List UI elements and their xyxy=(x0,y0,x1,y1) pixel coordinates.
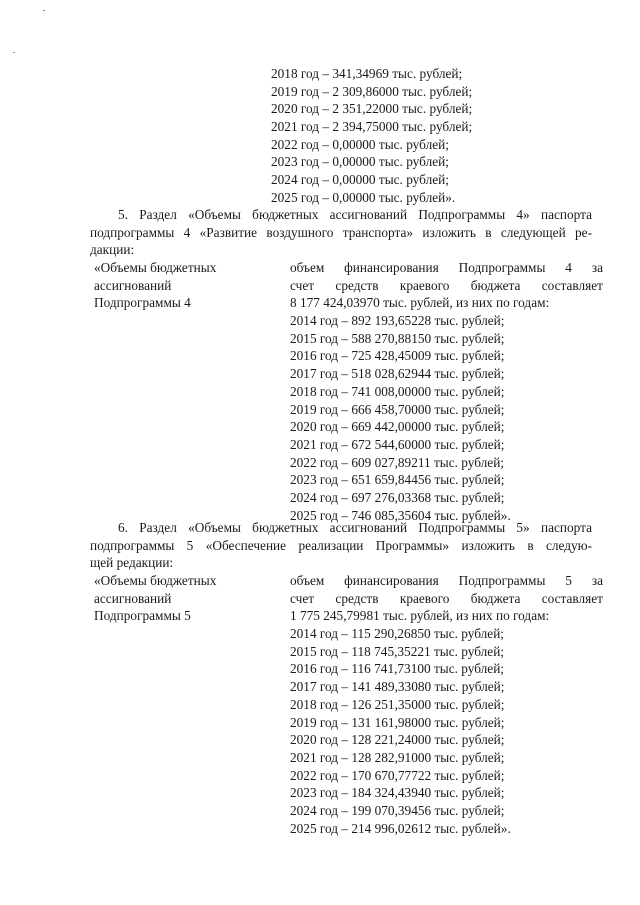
section-6-label xyxy=(94,572,274,625)
scan-speck xyxy=(13,52,15,53)
paragraph-line: 6. Раздел «Объемы бюджетных ассигнований Подпрограммы 5» паспорта xyxy=(118,520,592,535)
list-item: 2025 год – 0,00000 тыс. рублей». xyxy=(271,189,456,205)
list-item: 2022 год – 609 027,89211 тыс. рублей; xyxy=(290,454,505,470)
list-item: 2021 год – 128 282,91000 тыс. рублей; xyxy=(290,749,505,765)
list-item: 2019 год – 131 161,98000 тыс. рублей; xyxy=(290,714,505,730)
list-item: 2023 год – 184 324,43940 тыс. рублей; xyxy=(290,785,505,801)
label-line: ассигнований xyxy=(94,590,172,606)
list-item: 2019 год – 2 309,86000 тыс. рублей; xyxy=(271,83,473,99)
list-item: 2017 год – 518 028,62944 тыс. рублей; xyxy=(290,366,505,382)
list-item: 2019 год – 666 458,70000 тыс. рублей; xyxy=(290,401,505,417)
list-item: 2014 год – 115 290,26850 тыс. рублей; xyxy=(290,626,505,642)
label-line: Подпрограммы 4 xyxy=(94,295,191,311)
paragraph-line: дакции: xyxy=(90,242,135,258)
content-line: 1 775 245,79981 тыс. рублей, из них по годам: xyxy=(290,608,550,624)
list-item: 2016 год – 116 741,73100 тыс. рублей; xyxy=(290,661,505,677)
content-line: счет средств краевого бюджета составляет xyxy=(290,590,603,606)
content-line: объем финансирования Подпрограммы 5 за xyxy=(290,573,603,588)
top-year-list xyxy=(271,65,472,207)
list-item: 2018 год – 341,34969 тыс. рублей; xyxy=(271,66,463,81)
section-6-paragraph xyxy=(90,519,592,572)
list-item: 2020 год – 128 221,24000 тыс. рублей; xyxy=(290,732,505,748)
list-item: 2025 год – 214 996,02612 тыс. рублей». xyxy=(290,820,511,836)
list-item: 2016 год – 725 428,45009 тыс. рублей; xyxy=(290,348,505,364)
label-line: «Объемы бюджетных xyxy=(94,260,217,275)
paragraph-line: щей редакции: xyxy=(90,555,174,571)
section-5-paragraph xyxy=(90,206,592,259)
paragraph-line: 5. Раздел «Объемы бюджетных ассигнований Подпрограммы 4» паспорта xyxy=(118,207,592,222)
content-line: счет средств краевого бюджета составляет xyxy=(290,277,603,293)
list-item: 2024 год – 199 070,39456 тыс. рублей; xyxy=(290,802,505,818)
list-item: 2024 год – 0,00000 тыс. рублей; xyxy=(271,172,449,188)
label-line: «Объемы бюджетных xyxy=(94,573,217,588)
section-5-content xyxy=(290,259,603,524)
label-line: Подпрограммы 5 xyxy=(94,608,191,624)
list-item: 2015 год – 118 745,35221 тыс. рублей; xyxy=(290,643,505,659)
list-item: 2023 год – 651 659,84456 тыс. рублей; xyxy=(290,472,505,488)
list-item: 2021 год – 2 394,75000 тыс. рублей; xyxy=(271,119,473,135)
list-item: 2024 год – 697 276,03368 тыс. рублей; xyxy=(290,489,505,505)
section-5-label xyxy=(94,259,274,312)
list-item: 2022 год – 170 670,77722 тыс. рублей; xyxy=(290,767,505,783)
list-item: 2021 год – 672 544,60000 тыс. рублей; xyxy=(290,436,505,452)
list-item: 2020 год – 669 442,00000 тыс. рублей; xyxy=(290,419,505,435)
list-item: 2025 год – 746 085,35604 тыс. рублей». xyxy=(290,507,511,523)
list-item: 2015 год – 588 270,88150 тыс. рублей; xyxy=(290,330,505,346)
paragraph-line: подпрограммы 4 «Развитие воздушного транспорта» изложить в следующей ре- xyxy=(90,224,592,240)
label-line: ассигнований xyxy=(94,277,172,293)
list-item: 2018 год – 126 251,35000 тыс. рублей; xyxy=(290,696,505,712)
paragraph-line: подпрограммы 5 «Обеспечение реализации Программы» изложить в следую- xyxy=(90,537,592,553)
list-item: 2014 год – 892 193,65228 тыс. рублей; xyxy=(290,313,505,329)
scan-speck xyxy=(43,10,45,11)
content-line: объем финансирования Подпрограммы 4 за xyxy=(290,260,603,275)
section-6-content xyxy=(290,572,603,837)
list-item: 2020 год – 2 351,22000 тыс. рублей; xyxy=(271,101,473,117)
list-item: 2023 год – 0,00000 тыс. рублей; xyxy=(271,154,449,170)
list-item: 2018 год – 741 008,00000 тыс. рублей; xyxy=(290,383,505,399)
list-item: 2022 год – 0,00000 тыс. рублей; xyxy=(271,136,449,152)
content-line: 8 177 424,03970 тыс. рублей, из них по годам: xyxy=(290,295,550,311)
list-item: 2017 год – 141 489,33080 тыс. рублей; xyxy=(290,679,505,695)
